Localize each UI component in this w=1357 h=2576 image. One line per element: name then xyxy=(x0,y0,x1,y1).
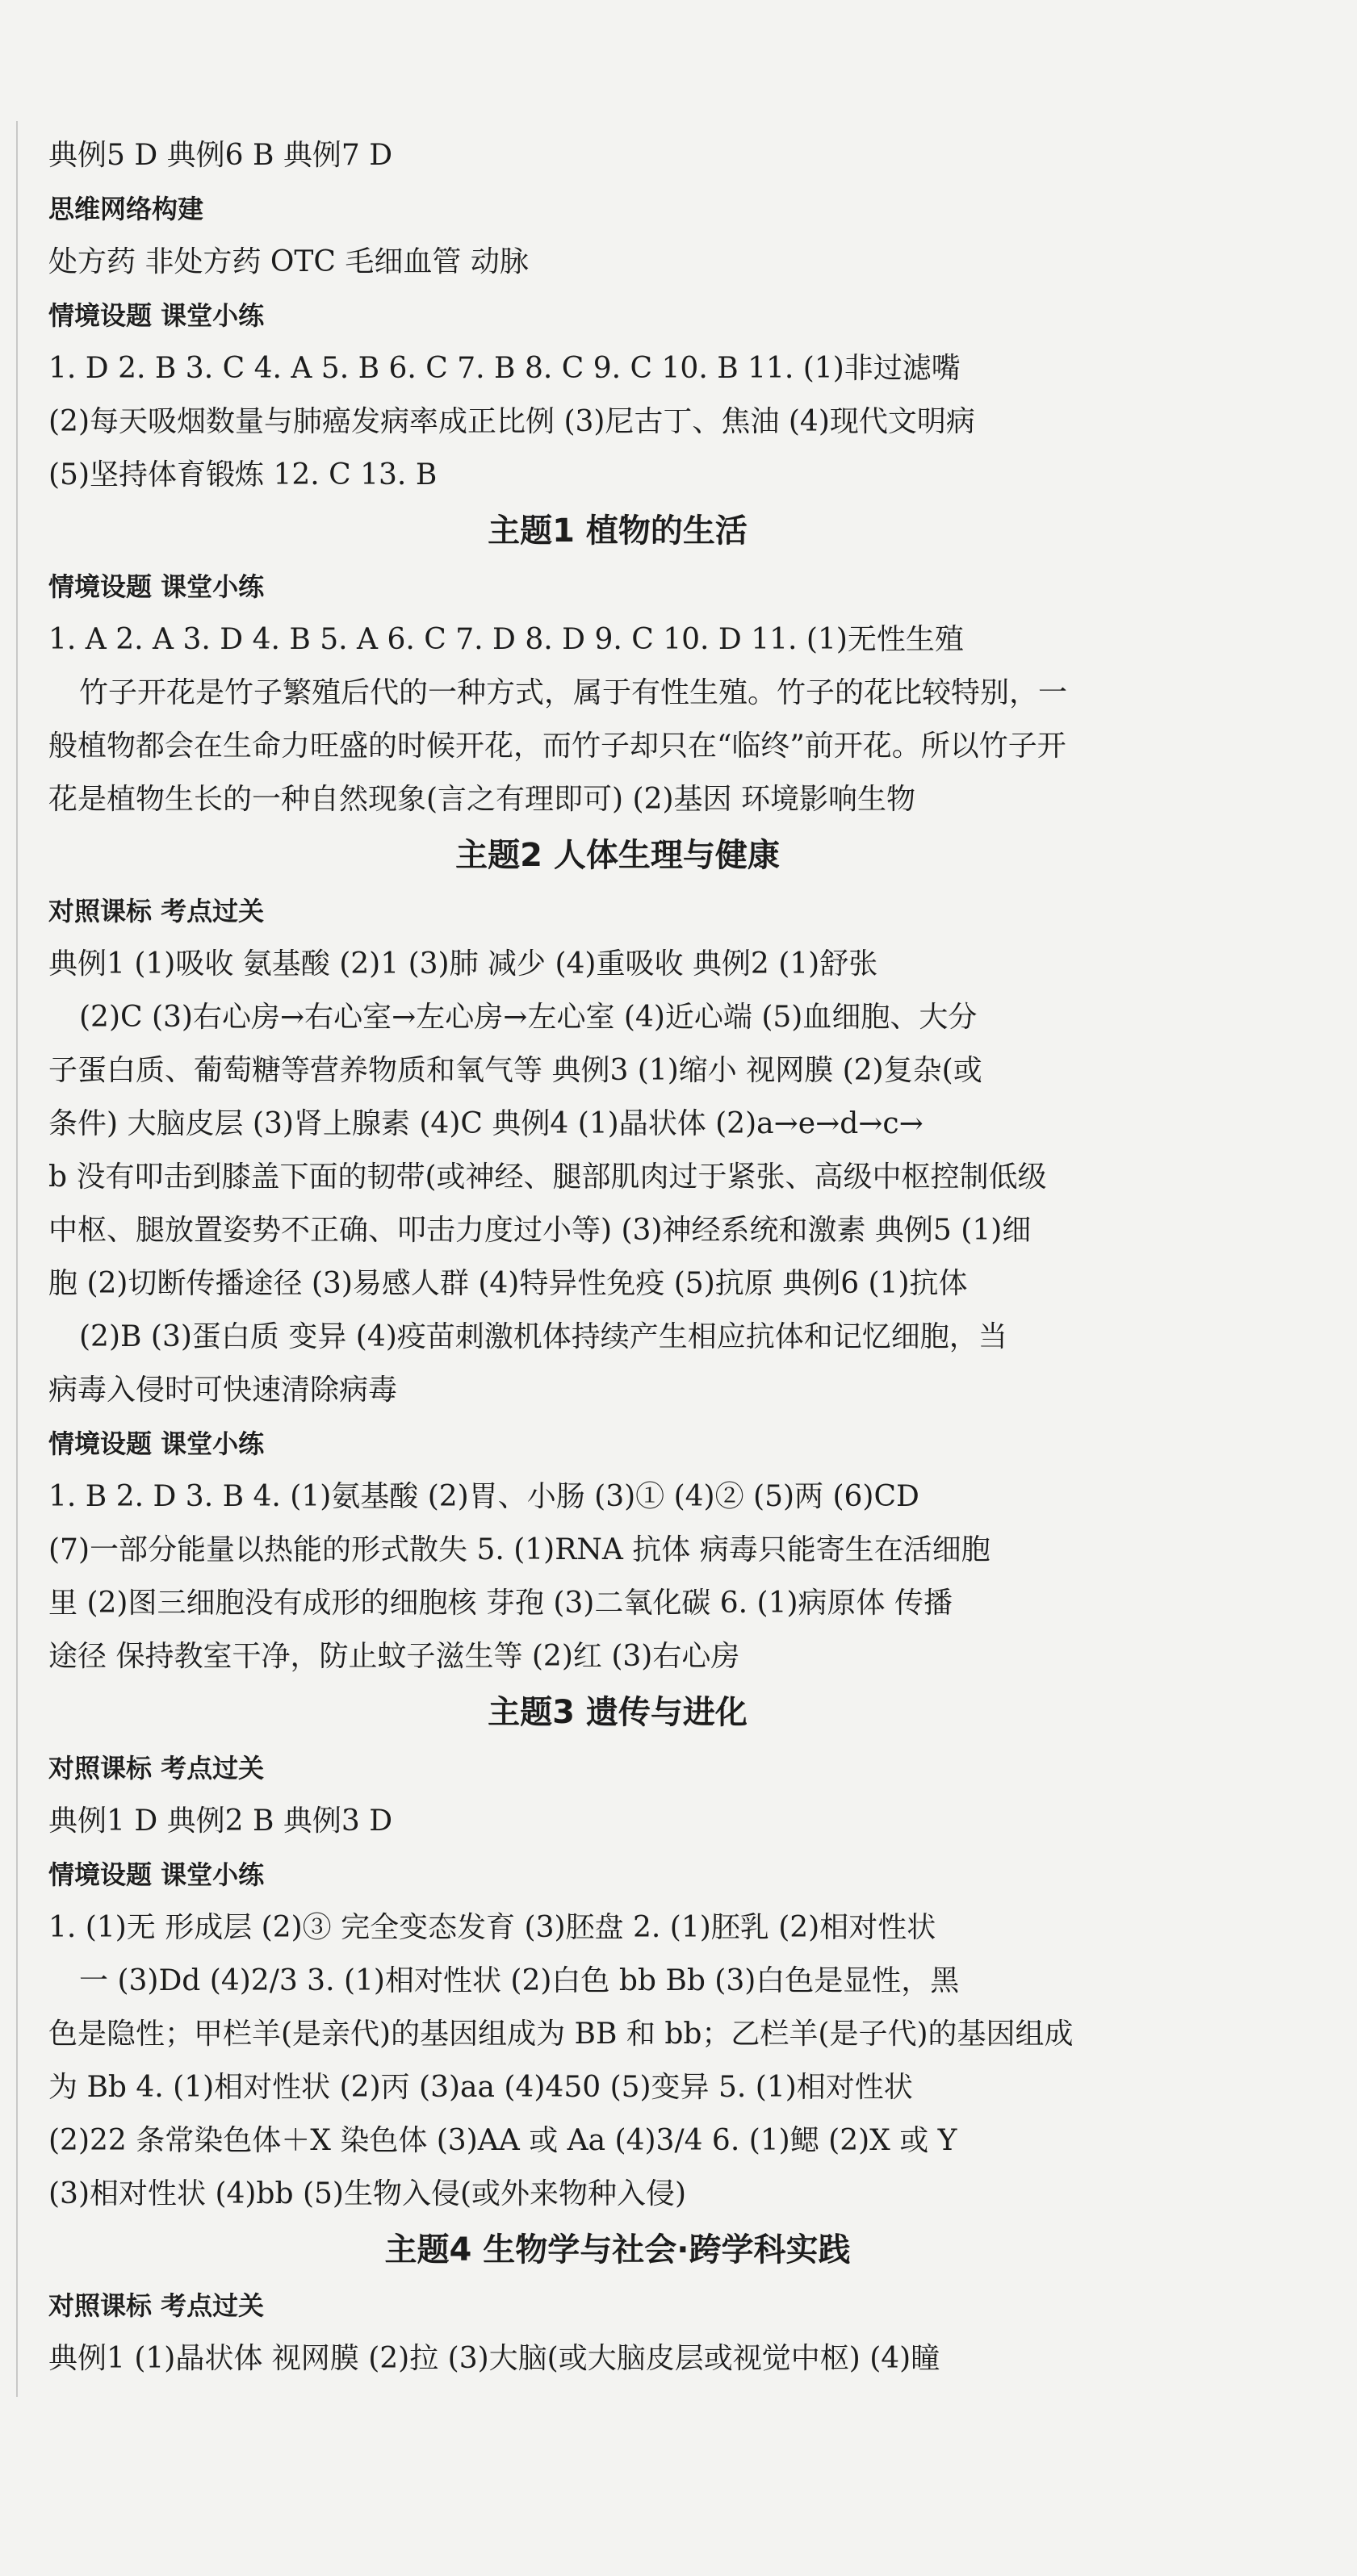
answer-line: (2)B (3)蛋白质 变异 (4)疫苗刺激机体持续产生相应抗体和记忆细胞，当 xyxy=(79,1320,1007,1353)
answer-line: 1. A 2. A 3. D 4. B 5. A 6. C 7. D 8. D 9. C 10. D 11. (1)无性生殖 xyxy=(48,623,964,656)
answer-line: 典例1 (1)吸收 氨基酸 (2)1 (3)肺 减少 (4)重吸收 典例2 (1)舒张 xyxy=(48,947,878,981)
answer-line: 1. D 2. B 3. C 4. A 5. B 6. C 7. B 8. C 9. C 10. B 11. (1)非过滤嘴 xyxy=(48,352,961,385)
answer-line: (7)一部分能量以热能的形式散失 5. (1)RNA 抗体 病毒只能寄生在活细胞 xyxy=(48,1533,991,1566)
section-title: 主题1 植物的生活 xyxy=(488,512,748,550)
section-title: 主题3 遗传与进化 xyxy=(488,1694,748,1731)
answer-line: 胞 (2)切断传播途径 (3)易感人群 (4)特异性免疫 (5)抗原 典例6 (1)抗体 xyxy=(48,1267,968,1300)
answer-line: 色是隐性；甲栏羊(是亲代)的基因组成为 BB 和 bb；乙栏羊(是子代)的基因组成 xyxy=(48,2018,1074,2051)
answer-line: 竹子开花是竹子繁殖后代的一种方式，属于有性生殖。竹子的花比较特别，一 xyxy=(79,676,1068,709)
answer-line: 典例1 (1)晶状体 视网膜 (2)拉 (3)大脑(或大脑皮层或视觉中枢) (4)瞳 xyxy=(48,2342,940,2375)
answer-line: 里 (2)图三细胞没有成形的细胞核 芽孢 (3)二氧化碳 6. (1)病原体 传播 xyxy=(48,1587,953,1620)
answer-line: (2)22 条常染色体＋X 染色体 (3)AA 或 Aa (4)3/4 6. (1)鳃 (2)X 或 Y xyxy=(48,2124,957,2157)
answer-line: 典例5 D 典例6 B 典例7 D xyxy=(48,139,393,172)
left-margin-rule xyxy=(16,121,18,2397)
answer-line: 中枢、腿放置姿势不正确、叩击力度过小等) (3)神经系统和激素 典例5 (1)细 xyxy=(48,1214,1032,1247)
answer-line: 病毒入侵时可快速清除病毒 xyxy=(48,1374,398,1407)
answer-line: (5)坚持体育锻炼 12. C 13. B xyxy=(48,458,438,491)
answer-line: 一 (3)Dd (4)2/3 3. (1)相对性状 (2)白色 bb Bb (3)白色是显性，黑 xyxy=(79,1964,960,1997)
subsection-heading: 情境设题 课堂小练 xyxy=(48,300,265,331)
answer-line: 花是植物生长的一种自然现象(言之有理即可) (2)基因 环境影响生物 xyxy=(48,783,915,816)
subsection-heading: 思维网络构建 xyxy=(48,194,204,224)
answer-line: 典例1 D 典例2 B 典例3 D xyxy=(48,1804,393,1838)
answer-line: 处方药 非处方药 OTC 毛细血管 动脉 xyxy=(48,245,529,278)
answer-line: 1. B 2. D 3. B 4. (1)氨基酸 (2)胃、小肠 (3)① (4)② (5)两 (6)CD xyxy=(48,1480,919,1513)
answer-line: 途径 保持教室干净，防止蚊子滋生等 (2)红 (3)右心房 xyxy=(48,1640,740,1673)
section-title: 主题4 生物学与社会·跨学科实践 xyxy=(384,2231,851,2269)
subsection-heading: 情境设题 课堂小练 xyxy=(48,1859,265,1890)
answer-line: 为 Bb 4. (1)相对性状 (2)丙 (3)aa (4)450 (5)变异 5. (1)相对性状 xyxy=(48,2071,913,2104)
answer-line: 1. (1)无 形成层 (2)③ 完全变态发育 (3)胚盘 2. (1)胚乳 (2)相对性状 xyxy=(48,1911,936,1944)
subsection-heading: 对照课标 考点过关 xyxy=(48,2290,265,2321)
answer-line: 条件) 大脑皮层 (3)肾上腺素 (4)C 典例4 (1)晶状体 (2)a→e→d→c→ xyxy=(48,1107,924,1140)
section-title: 主题2 人体生理与健康 xyxy=(455,837,780,874)
answer-line: 般植物都会在生命力旺盛的时候开花，而竹子却只在“临终”前开花。所以竹子开 xyxy=(48,730,1066,763)
subsection-heading: 对照课标 考点过关 xyxy=(48,1753,265,1784)
answer-content xyxy=(48,129,1187,2386)
answer-line: (3)相对性状 (4)bb (5)生物入侵(或外来物种入侵) xyxy=(48,2177,687,2210)
answer-line: 子蛋白质、葡萄糖等营养物质和氧气等 典例3 (1)缩小 视网膜 (2)复杂(或 xyxy=(48,1054,982,1087)
answer-line: b 没有叩击到膝盖下面的韧带(或神经、腿部肌肉过于紧张、高级中枢控制低级 xyxy=(48,1160,1047,1194)
answer-line: (2)每天吸烟数量与肺癌发病率成正比例 (3)尼古丁、焦油 (4)现代文明病 xyxy=(48,405,975,438)
subsection-heading: 情境设题 课堂小练 xyxy=(48,571,265,602)
answer-line: (2)C (3)右心房→右心室→左心房→左心室 (4)近心端 (5)血细胞、大分 xyxy=(79,1001,978,1034)
subsection-heading: 情境设题 课堂小练 xyxy=(48,1428,265,1459)
subsection-heading: 对照课标 考点过关 xyxy=(48,896,265,926)
